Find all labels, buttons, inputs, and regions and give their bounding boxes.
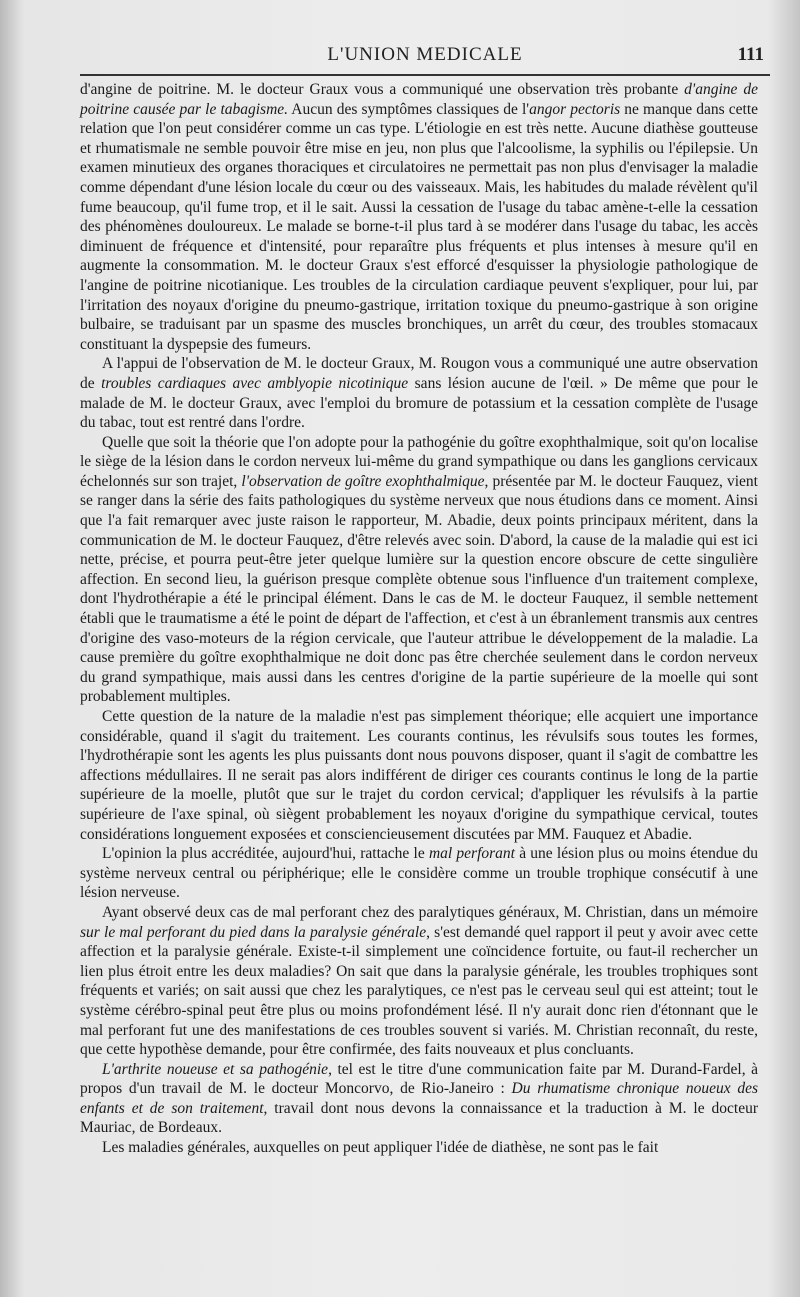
text-run: L'opinion la plus accréditée, aujourd'hui, rattache le: [102, 845, 429, 863]
page-number: 111: [737, 44, 764, 65]
paragraph: [80, 844, 758, 903]
text-run: Ayant observé deux cas de mal perforant chez des paralytiques généraux, M. Christian, dans un mémoire: [102, 903, 758, 921]
italic-text: L'arthrite noueuse et sa pathogénie: [102, 1060, 329, 1078]
page-header: [80, 40, 770, 76]
text-run: Quelle que soit la théorie que l'on adopte pour la pathogénie du goître exophthalmique, soit qu'on localise le siège de la lésion dans le cordon nerveux lui-même du grand sympathique ou dans les ganglions cervicaux échelonnés sur son trajet,: [80, 433, 758, 490]
running-title: L'UNION MEDICALE: [327, 44, 523, 65]
paragraph: [80, 903, 758, 1060]
italic-text: l'observation de goître exophthalmique: [241, 472, 485, 490]
text-run: , s'est demandé quel rapport il peut y avoir avec cette affection et la paralysie générale. Existe-t-il simplement une coïncidence fortuite, ou faut-il rechercher un lien plus étroit entre les deux maladies? On sait que dans la paralysie générale, les troubles trophiques sont fréquents et variés; on sait aussi que chez les paralytiques, ce n'est pas le cerveau seul qui est atteint; tout le système cérébro-spinal peut être plus ou moins profondément lésé. Il n'y aurait donc rien d'étonnant que le mal perforant fut une des manifestations de ces troubles souvent si variés. M. Christian reconnaît, du reste, que cette hypothèse demande, pour être confirmée, des faits nouveaux et plus concluants.: [80, 923, 758, 1059]
paragraph: [80, 707, 758, 844]
paragraph: [80, 80, 758, 354]
paragraph: [80, 433, 758, 707]
text-run: A l'appui de l'observation de M. le docteur Graux, M. Rougon vous a communiqué une autre observation de: [80, 355, 758, 392]
text-run: Aucun des symptômes classiques de l': [288, 100, 530, 118]
article-body: [80, 80, 758, 1158]
italic-text: mal perforant: [428, 845, 515, 863]
text-run: sans lésion aucune de l'œil. » De même que pour le malade de M. le docteur Graux, avec l'emploi du bromure de potassium et la cessation complète de l'usage du tabac, tout est rentré dans l'ordre.: [80, 374, 758, 432]
italic-text: angor pectoris: [529, 100, 621, 118]
italic-text: Du rhumatisme chronique noueux des enfants et de son traitement: [80, 1080, 758, 1117]
text-run: Cette question de la nature de la maladie n'est pas simplement théorique; elle acquiert une importance considérable, quand il s'agit du traitement. Les courants continus, les révulsifs sous toutes les formes, l'hydrothérapie sont les agents les plus puissants dont nous pouvons disposer, quant il s'agit de combattre les affections médullaires. Il ne serait pas alors indifférent de diriger ces courants continus le long de la partie supérieure de la moelle, plutôt que sur le trajet du cordon cervical; d'appliquer les révulsifs à la partie supérieure de l'axe spinal, où siègent probablement les noyaux d'origine du sympathique cervical, toutes considérations longuement exposées et consciencieusement discutées par MM. Fauquez et Abadie.: [80, 708, 758, 843]
text-run: ne manque dans cette relation que l'on peut considérer comme un cas type. L'étiologie en est très nette. Aucune diathèse goutteuse et rhumatismale ne semble pouvoir être mise en jeu, non plus que l'alcoolisme, la syphilis ou l'épilepsie. Un examen minutieux des organes thoraciques et circulatoires ne permettait pas non plus d'envisager la maladie comme dépendant d'une lésion locale du cœur ou des vaisseaux. Mais, les habitudes du malade révèlent qu'il fume beaucoup, qu'il fume trop, et il le sait. Aussi la cessation de l'usage du tabac amène-t-elle la cessation des phénomènes douloureux. Le malade se borne-t-il plus tard à se modérer dans l'usage du tabac, les accès diminuent de fréquence et d'intensité, pour reparaître plus fréquents et plus intenses à mesure qu'il en augmente la consommation. M. le docteur Graux s'est efforcé d'esquisser la physiologie pathologique de l'angine de poitrine nicotianique. Les troubles de la circulation cardiaque peuvent s'expliquer, pour lui, par l'irritation des noyaux d'origine du pneumo-gastrique, irritation toxique du pneumo-gastrique à son origine bulbaire, se traduisant par un spasme des muscles bronchiques, un arrêt du cœur, des troubles stomacaux constituant la dyspepsie des fumeurs.: [80, 100, 759, 353]
text-run: Les maladies générales, auxquelles on peut appliquer l'idée de diathèse, ne sont pas le fait: [102, 1139, 659, 1157]
text-run: , tel est le titre d'une communication faite par M. Durand-Fardel, à propos d'un travail de M. le docteur Moncorvo, de Rio-Janeiro :: [80, 1060, 759, 1098]
text-run: d'angine de poitrine. M. le docteur Graux vous a communiqué une observation très probante: [80, 81, 685, 98]
italic-text: troubles cardiaques avec amblyopie nicotinique: [101, 374, 409, 392]
italic-text: d'angine de poitrine causée par le tabagisme.: [80, 81, 758, 118]
paragraph: [80, 354, 758, 432]
italic-text: sur le mal perforant du pied dans la paralysie générale: [80, 923, 427, 941]
text-run: , présentée par M. le docteur Fauquez, vient se ranger dans la série des faits pathologiques du système nerveux que nous étudions dans ce moment. Ainsi que l'a fait remarquer avec juste raison le rapporteur, M. Abadie, deux points principaux méritent, dans la communication de M. le docteur Fauquez, d'être relevés avec soin. D'abord, la cause de la maladie qui est ici nette, précise, et pourra peut-être jeter quelque lumière sur la question encore obscure de cette singulière affection. En second lieu, la guérison presque complète obtenue sous l'influence d'un traitement complexe, dont l'hydrothérapie a été le principal élément. Dans le cas de M. le docteur Fauquez, il semble nettement établi que le traumatisme a été le point de départ de l'affection, et c'est à un ébranlement transmis aux centres d'origine des vaso-moteurs de la région cervicale, que l'auteur attribue le développement de la maladie. La cause première du goître exophthalmique ne doit donc pas être cherchée seulement dans le cordon nerveux du grand sympathique, mais aussi dans les centres d'origine de la partie supérieure de la moelle qui sont probablement multiples.: [80, 472, 758, 706]
header-rule: [80, 74, 770, 76]
paragraph: [80, 1138, 758, 1158]
text-run: , travail dont nous devons la connaissance et la traduction à M. le docteur Mauriac, de Bordeaux.: [80, 1099, 758, 1137]
text-run: à une lésion plus ou moins étendue du système nerveux central ou périphérique; elle le considère comme un trouble trophique consécutif à une lésion nerveuse.: [80, 845, 758, 902]
paragraph: [80, 1060, 758, 1138]
